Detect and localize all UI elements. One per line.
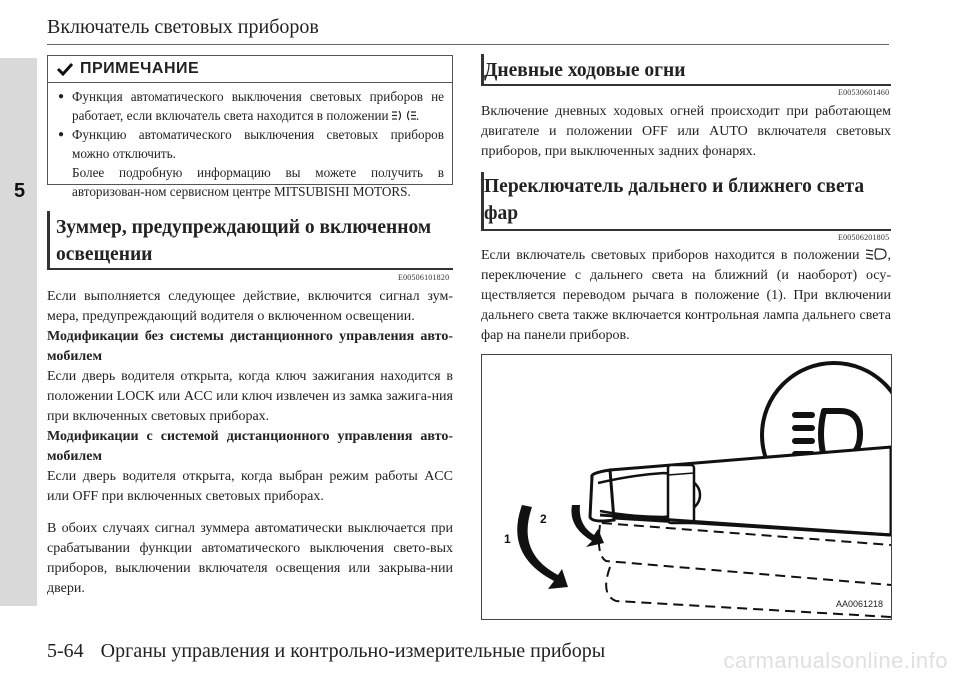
position-label-1: 1 <box>504 532 511 546</box>
buzzer-section-code: E00506101820 <box>398 273 450 282</box>
buzzer-text <box>47 287 453 599</box>
page-header-title: Включатель световых приборов <box>47 16 319 38</box>
figure-code: AA0061218 <box>835 599 883 609</box>
section-rule-bottom <box>481 84 891 86</box>
lever-figure <box>481 354 892 620</box>
beam-section-title: Переключатель дальнего и ближнего света фар <box>484 176 865 224</box>
buzzer-paragraph: Если дверь водителя открыта, когда выбран режим работы ACC или OFF при включенных световых приборах. <box>47 469 453 504</box>
note-item: ● Функцию автоматического выключения световых приборов можно отключить. Более подробную информацию вы можете получить в авторизован-ном сервисном центре MITSUBISHI MOTORS. <box>58 125 444 201</box>
beam-paragraph: Если включатель световых приборов находится в положении , переключение с дальнего света на ближний (и наоборот) осу-ществляется переводом рычага в положение (1). При включении дальнего света также включается контрольная лампа дальнего света фар на панели приборов. <box>481 248 891 343</box>
chapter-sidebar <box>0 58 37 606</box>
note-item: ● Функция автоматического выключения световых приборов не работает, если включатель света находится в положении . <box>58 87 444 125</box>
footer-section: Органы управления и контрольно-измерительные приборы <box>100 640 606 662</box>
drl-paragraph: Включение дневных ходовых огней происходит при работающем двигателе и положении OFF или AUTO включателя световых приборов, при выключенных задних фонарях. <box>481 104 891 159</box>
position-label-2: 2 <box>540 512 547 526</box>
watermark: carmanualsonline.info <box>723 648 948 673</box>
note-list <box>48 83 452 201</box>
beam-section-code: E00506201805 <box>838 233 890 242</box>
note-title: ПРИМЕЧАНИЕ <box>80 60 200 77</box>
note-check-icon <box>56 62 74 76</box>
headlight-lever-illustration <box>482 355 891 619</box>
page-footer <box>47 640 605 663</box>
buzzer-section-title: Зуммер, предупреждающий о включенном освещении <box>56 217 432 265</box>
drl-section-code: E00530601460 <box>838 88 890 97</box>
buzzer-subheading: Модификации с системой дистанционного управления авто-мобилем <box>47 429 453 464</box>
section-rule-bottom <box>47 268 453 270</box>
header-rule <box>47 44 889 45</box>
buzzer-subheading: Модификации без системы дистанционного управления авто-мобилем <box>47 329 453 364</box>
page-number: 5-64 <box>47 640 84 662</box>
low-beam-icon <box>866 248 888 260</box>
section-rule-bottom <box>481 229 891 231</box>
buzzer-paragraph: В обоих случаях сигнал зуммера автоматически выключается при срабатывании функции автоматического выключения свето-вых приборов, выключении включателя освещения или закрыва-нии двери. <box>47 521 453 596</box>
buzzer-paragraph: Если выполняется следующее действие, включится сигнал зум-мера, предупреждающий водителя о включенном освещении. <box>47 289 453 324</box>
parking-lights-icon <box>392 110 416 121</box>
note-header <box>48 56 452 83</box>
section-rule-left <box>47 211 50 268</box>
note-box <box>47 55 453 199</box>
lever-body <box>590 447 891 535</box>
buzzer-paragraph: Если дверь водителя открыта, когда ключ зажигания находится в положении LOCK или ACC или ключ извлечен из замка зажига-ния при включенных световых приборах. <box>47 369 453 424</box>
drl-section-title: Дневные ходовые огни <box>484 60 686 81</box>
chapter-number: 5 <box>14 180 26 202</box>
